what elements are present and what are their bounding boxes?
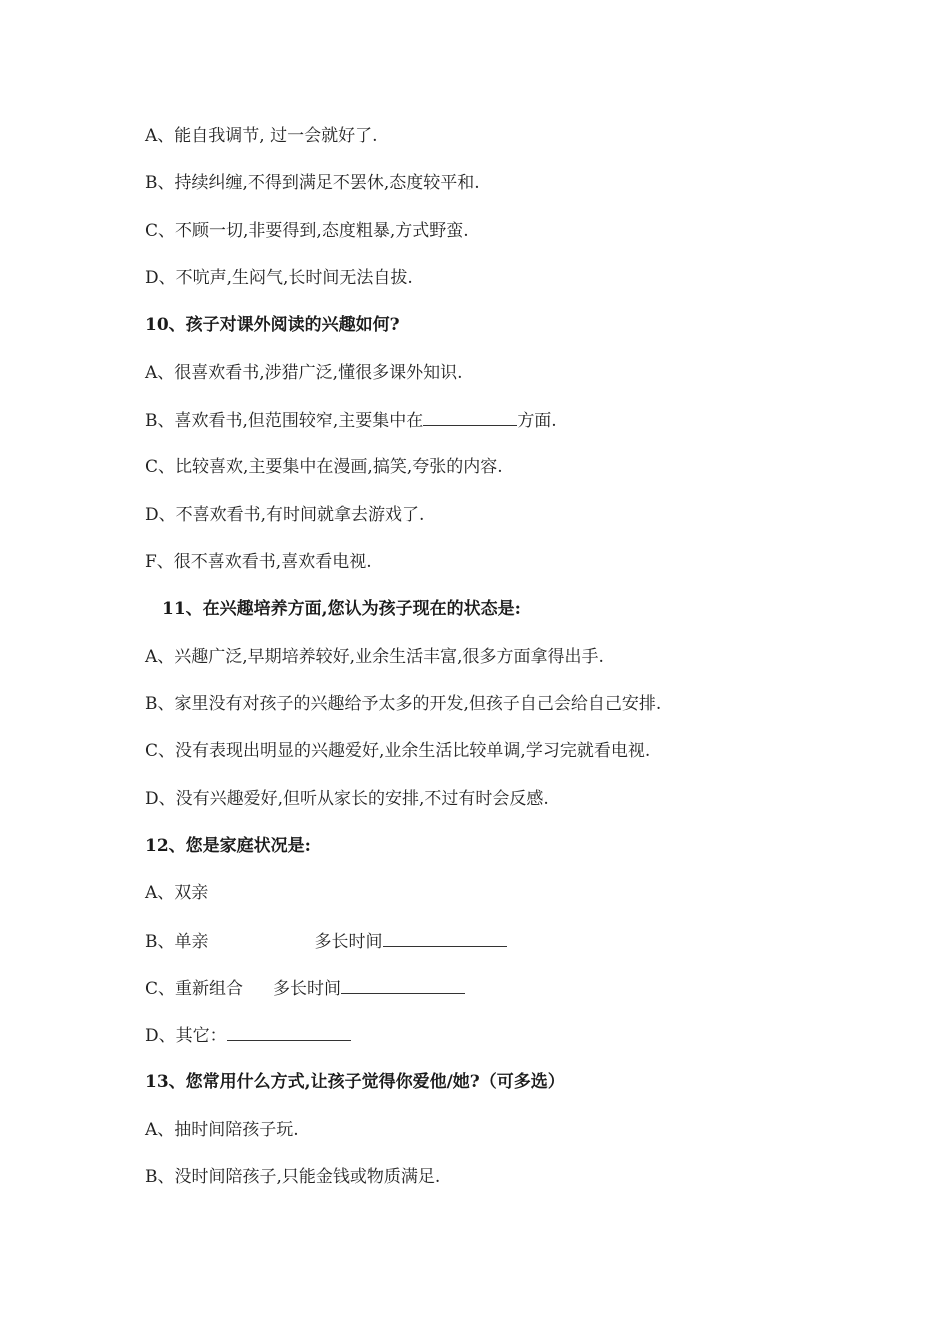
q12-option-d-label: D、其它：	[145, 1026, 227, 1046]
fill-blank	[423, 408, 517, 426]
q10-option-f: F、很不喜欢看书,喜欢看电视.	[145, 552, 372, 572]
q10-option-a: A、很喜欢看书,涉猎广泛,懂很多课外知识.	[145, 363, 463, 383]
q10-option-c: C、比较喜欢,主要集中在漫画,搞笑,夸张的内容.	[145, 457, 503, 477]
q12-option-b-time-label: 多长时间	[314, 932, 383, 952]
fill-blank	[383, 929, 507, 947]
q13-option-b: B、没时间陪孩子,只能金钱或物质满足.	[145, 1167, 441, 1187]
q12-option-d	[145, 1023, 351, 1048]
q11-option-d: D、没有兴趣爱好,但听从家长的安排,不过有时会反感.	[145, 789, 549, 809]
q11-title: 11、在兴趣培养方面,您认为孩子现在的状态是:	[162, 599, 521, 619]
q12-option-c	[145, 976, 465, 1001]
q11-option-b: B、家里没有对孩子的兴趣给予太多的开发,但孩子自己会给自己安排.	[145, 694, 662, 714]
q13-title: 13、您常用什么方式,让孩子觉得你爱他/她?（可多选）	[145, 1072, 565, 1092]
q11-option-a: A、兴趣广泛,早期培养较好,业余生活丰富,很多方面拿得出手.	[145, 647, 604, 667]
q13-option-a: A、抽时间陪孩子玩.	[145, 1120, 299, 1140]
q9-option-d: D、不吭声,生闷气,长时间无法自拔.	[145, 268, 413, 288]
q12-title: 12、您是家庭状况是:	[145, 836, 311, 856]
q10-option-b	[145, 408, 557, 433]
q12-option-b	[145, 929, 507, 954]
q10-option-b-suffix: 方面.	[517, 411, 557, 431]
q9-option-b: B、持续纠缠,不得到满足不罢休,态度较平和.	[145, 173, 480, 193]
q12-option-c-time-label: 多长时间	[273, 979, 342, 999]
q11-option-c: C、没有表现出明显的兴趣爱好,业余生活比较单调,学习完就看电视.	[145, 741, 651, 761]
fill-blank	[227, 1023, 351, 1041]
q10-title: 10、孩子对课外阅读的兴趣如何?	[145, 315, 400, 335]
q10-option-d: D、不喜欢看书,有时间就拿去游戏了.	[145, 505, 425, 525]
fill-blank	[341, 976, 465, 994]
q9-option-a: A、能自我调节, 过一会就好了.	[145, 126, 378, 146]
q10-option-b-text: B、喜欢看书,但范围较窄,主要集中在	[145, 411, 424, 431]
q12-option-c-label: C、重新组合	[145, 979, 244, 999]
q9-option-c: C、不顾一切,非要得到,态度粗暴,方式野蛮.	[145, 221, 469, 241]
q12-option-a: A、双亲	[145, 883, 209, 903]
q12-option-b-label: B、单亲	[145, 932, 209, 952]
